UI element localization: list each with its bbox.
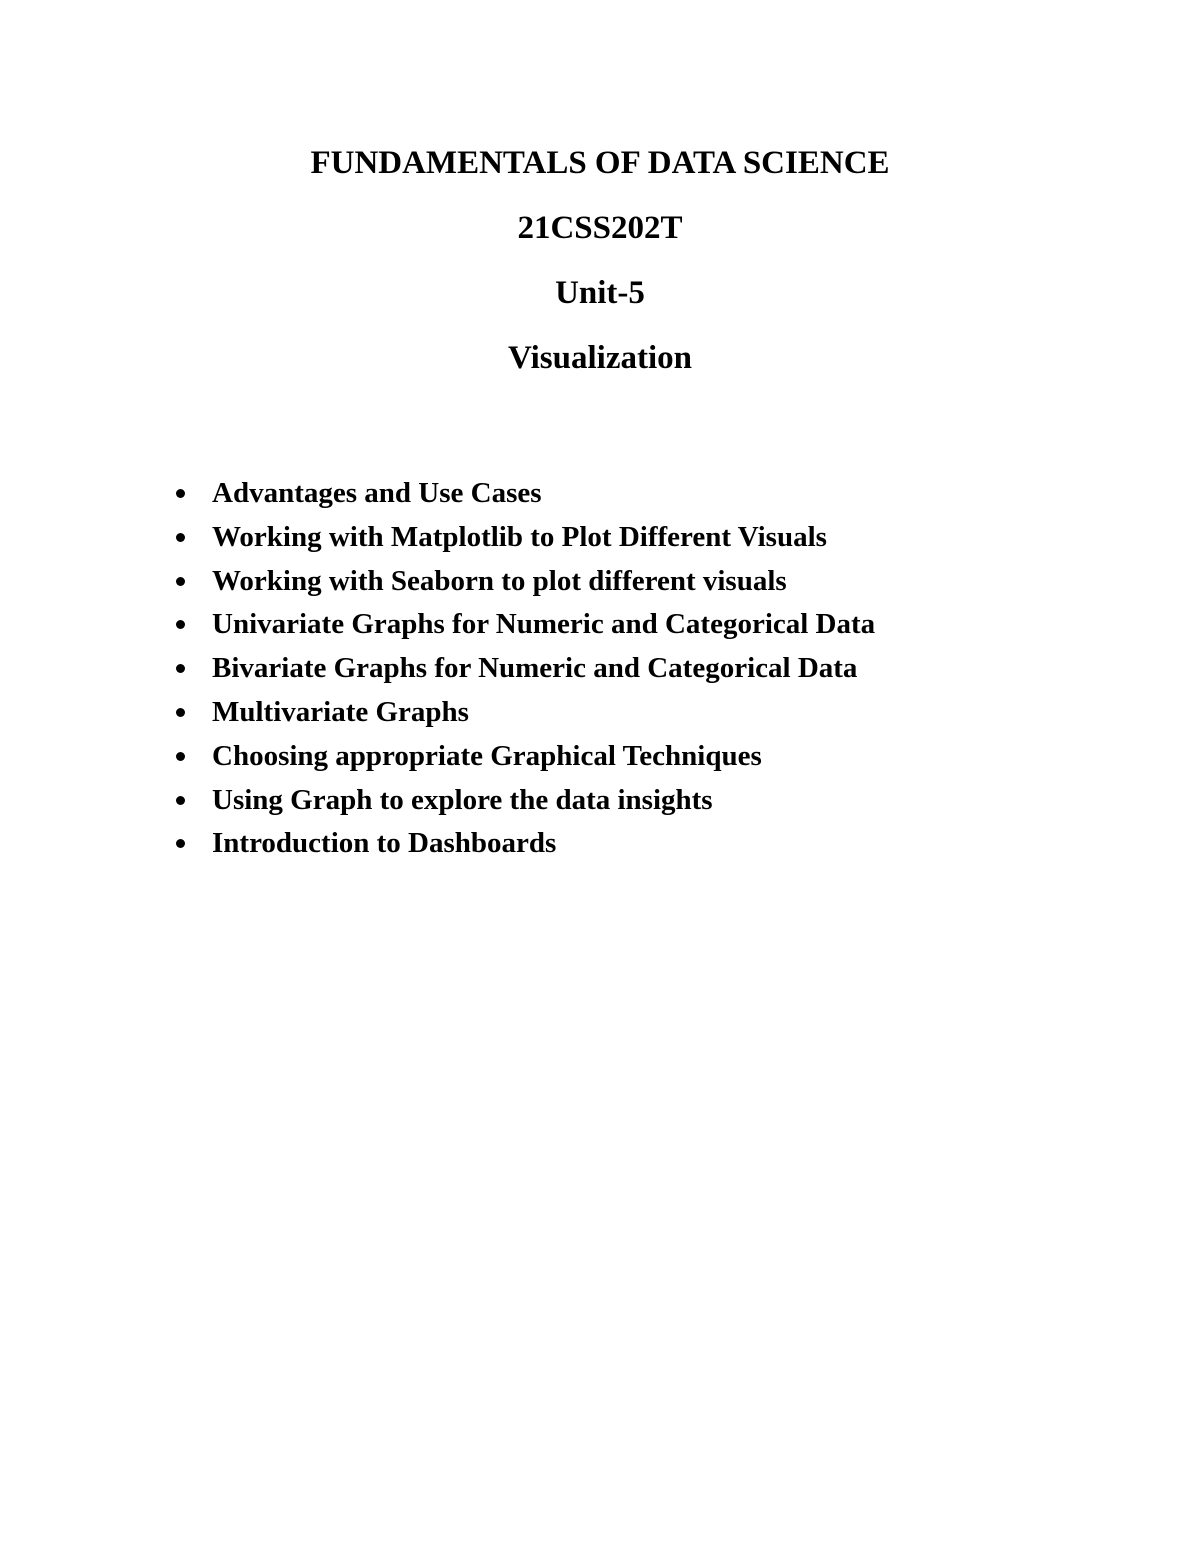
document-title: FUNDAMENTALS OF DATA SCIENCE [310,145,890,181]
topic-text: Using Graph to explore the data insights [212,783,713,816]
list-item [172,822,875,866]
list-item [172,735,875,779]
bullet-icon [176,489,185,498]
list-item [172,560,875,604]
bullet-icon [176,839,185,848]
unit-title: Visualization [508,340,692,376]
bullet-icon [176,577,185,586]
topic-text: Univariate Graphs for Numeric and Categorical Data [212,608,876,641]
list-item [172,691,875,735]
bullet-icon [176,664,185,673]
topic-text: Bivariate Graphs for Numeric and Categorical Data [212,652,858,685]
title-block [0,140,1200,400]
list-item [172,472,875,516]
bullet-icon [176,796,185,805]
list-item [172,647,875,691]
course-code: 21CSS202T [517,210,683,246]
bullet-icon [176,533,185,542]
bullet-icon [176,708,185,717]
topic-list [172,472,875,866]
bullet-icon [176,752,185,761]
list-item [172,603,875,647]
unit-number: Unit-5 [555,275,645,311]
topic-text: Working with Matplotlib to Plot Different Visuals [212,520,827,553]
topic-text: Multivariate Graphs [212,695,469,728]
topic-text: Advantages and Use Cases [212,477,542,509]
list-item [172,779,875,823]
list-item [172,516,875,560]
topic-text: Working with Seaborn to plot different visuals [212,564,787,597]
topic-text: Choosing appropriate Graphical Techniques [212,739,762,772]
topic-text: Introduction to Dashboards [212,827,557,860]
bullet-icon [176,620,185,629]
